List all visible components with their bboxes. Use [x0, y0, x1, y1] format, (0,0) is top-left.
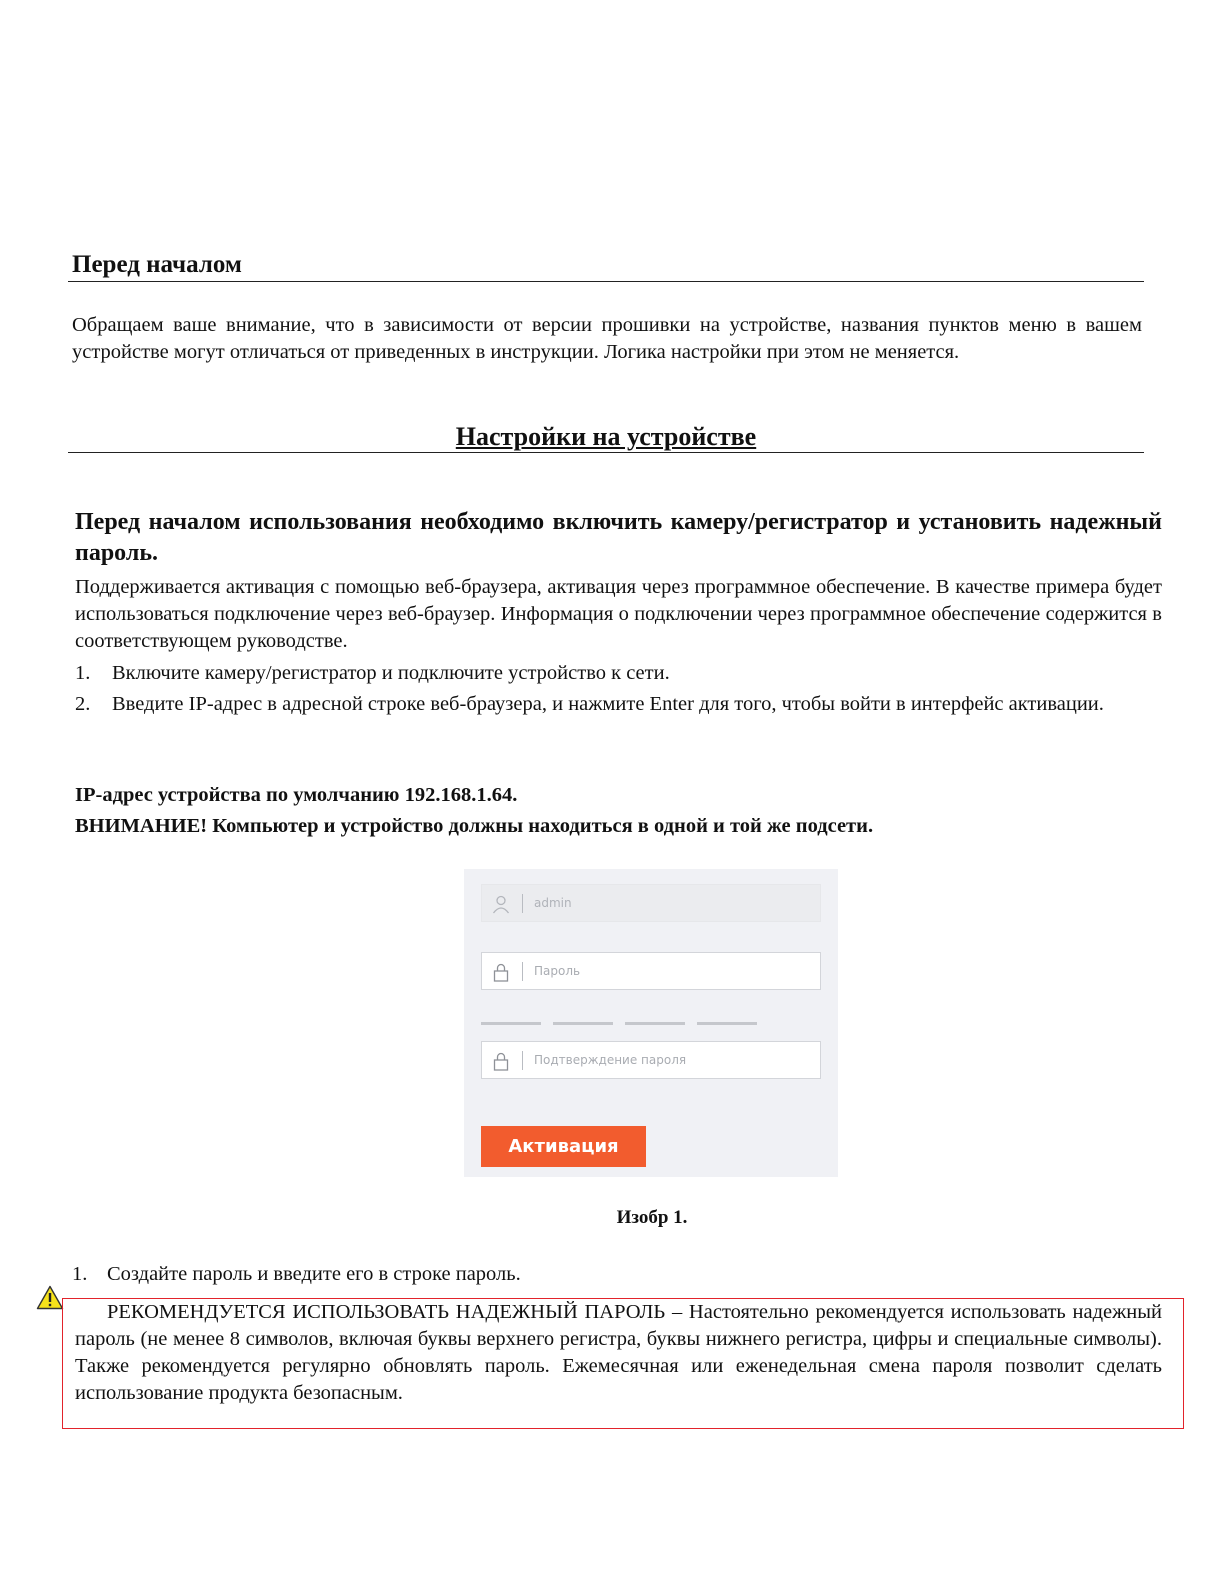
password-field[interactable]	[481, 952, 821, 990]
list-item-text: Включите камеру/регистратор и подключите устройство к сети.	[112, 662, 670, 684]
list-item-text: Введите IP-адрес в адресной строке веб-браузера, и нажмите Enter для того, чтобы войти в интерфейс активации.	[112, 693, 1104, 715]
figure-caption: Изобр 1.	[616, 1207, 688, 1228]
setup-subtitle: Перед началом использования необходимо включить камеру/регистратор и установить надежный пароль.	[75, 509, 1162, 566]
field-separator	[522, 1051, 523, 1070]
list-item-text: Создайте пароль и введите его в строке пароль.	[107, 1263, 521, 1285]
username-field[interactable]	[481, 884, 821, 922]
list-item-number: 1.	[75, 662, 91, 684]
activation-form-figure	[464, 869, 838, 1177]
password-strength-segment	[625, 1022, 685, 1025]
section-title-text: Перед началом	[72, 251, 242, 278]
lock-icon	[491, 1051, 511, 1071]
username-value: admin	[534, 896, 572, 910]
password-strength-segment	[697, 1022, 757, 1025]
password-strength-segment	[553, 1022, 613, 1025]
list-item-number: 2.	[75, 693, 91, 715]
section-title-before-start	[68, 251, 1144, 282]
subnet-attention-note: ВНИМАНИЕ! Компьютер и устройство должны находиться в одной и той же подсети.	[75, 815, 874, 837]
default-ip-note: IP-адрес устройства по умолчанию 192.168.1.64.	[75, 784, 518, 806]
setup-intro-paragraph: Поддерживается активация с помощью веб-браузера, активация через программное обеспечение. В качестве примера будет использоваться подключение через веб-браузер. Информация о подключении через программное обеспечение содержится в соответствующем руководстве.	[75, 576, 1162, 652]
list-item	[75, 691, 1162, 747]
password-strength-segment	[481, 1022, 541, 1025]
password-warning-text: РЕКОМЕНДУЕТСЯ ИСПОЛЬЗОВАТЬ НАДЕЖНЫЙ ПАРОЛЬ – Настоятельно рекомендуется использовать надежный пароль (не менее 8 символов, включая буквы верхнего регистра, буквы нижнего регистра, цифры и специальные символы). Также рекомендуется регулярно обновлять пароль. Ежемесячная или еженедельная смена пароля позволит сделать использование продукта безопасным.	[75, 1301, 1162, 1404]
activate-button[interactable]: Активация	[481, 1126, 646, 1167]
confirm-password-field[interactable]	[481, 1041, 821, 1079]
field-separator	[522, 962, 523, 981]
warning-icon	[36, 1285, 64, 1310]
before-start-paragraph: Обращаем ваше внимание, что в зависимости от версии прошивки на устройстве, названия пунктов меню в вашем устройстве могут отличаться от приведенных в инструкции. Логика настройки при этом не меняется.	[72, 314, 1142, 363]
lock-icon	[491, 962, 511, 982]
field-separator	[522, 894, 523, 913]
user-icon	[491, 894, 511, 914]
list-item	[75, 660, 1162, 688]
confirm-password-placeholder: Подтверждение пароля	[534, 1053, 687, 1067]
list-item	[72, 1261, 1162, 1289]
list-item-number: 1.	[72, 1263, 88, 1285]
section-title-device-settings	[68, 420, 1144, 453]
password-placeholder: Пароль	[534, 964, 581, 978]
section-title-text: Настройки на устройстве	[455, 422, 757, 451]
